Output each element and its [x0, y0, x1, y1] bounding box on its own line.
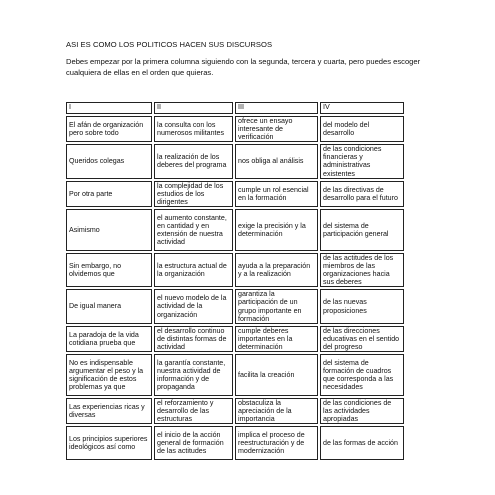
table-cell: ayuda a la preparación y a la realización — [235, 253, 318, 287]
table-cell: Asimismo — [66, 209, 152, 251]
table-cell: el aumento constante, en cantidad y en extensión de nuestra actividad — [154, 209, 233, 251]
table-cell: De igual manera — [66, 289, 152, 323]
table-cell: del sistema de participación general — [320, 209, 404, 251]
table-row — [66, 326, 404, 352]
table-cell: garantiza la participación de un grupo importante en formación — [235, 289, 318, 323]
table-cell: Por otra parte — [66, 181, 152, 207]
table-row — [66, 398, 404, 424]
table-cell: la realización de los deberes del programa — [154, 144, 233, 178]
table-cell: La paradoja de la vida cotidiana prueba que — [66, 326, 152, 352]
table-cell: obstaculiza la apreciación de la importancia — [235, 398, 318, 424]
table-cell: del sistema de formación de cuadros que corresponda a las necesidades — [320, 354, 404, 396]
table-row — [66, 181, 404, 207]
table-row — [66, 253, 404, 287]
table-cell: el nuevo modelo de la actividad de la organización — [154, 289, 233, 323]
table-cell: la garantía constante, nuestra actividad de información y de propaganda — [154, 354, 233, 396]
table-cell: nos obliga al análisis — [235, 144, 318, 178]
table-cell: Sin embargo, no olvidemos que — [66, 253, 152, 287]
table-cell: No es indispensable argumentar el peso y la significación de estos problemas ya que — [66, 354, 152, 396]
table-cell: de las condiciones de las actividades apropiadas — [320, 398, 404, 424]
table-cell: exige la precisión y la determinación — [235, 209, 318, 251]
table-cell: del modelo del desarrollo — [320, 116, 404, 142]
document-intro: Debes empezar por la primera columna siguiendo con la segunda, tercera y cuarta, pero puedes escoger cualquiera de ellas en el orden que quieras. — [66, 57, 421, 77]
table-cell: ofrece un ensayo interesante de verificación — [235, 116, 318, 142]
table-row — [66, 144, 404, 178]
column-header: IV — [320, 102, 404, 114]
table-cell: de las direcciones educativas en el sentido del progreso — [320, 326, 404, 352]
table-row — [66, 289, 404, 323]
table-cell: cumple un rol esencial en la formación — [235, 181, 318, 207]
table-cell: el inicio de la acción general de formación de las actitudes — [154, 426, 233, 460]
speech-table — [64, 100, 406, 462]
table-cell: el reforzamiento y desarrollo de las estructuras — [154, 398, 233, 424]
table-cell: Las experiencias ricas y diversas — [66, 398, 152, 424]
table-cell: facilita la creación — [235, 354, 318, 396]
table-cell: cumple deberes importantes en la determinación — [235, 326, 318, 352]
table-cell: la estructura actual de la organización — [154, 253, 233, 287]
table-cell: de las nuevas proposiciones — [320, 289, 404, 323]
table-cell: implica el proceso de reestructuración y de modernización — [235, 426, 318, 460]
table-cell: de las formas de acción — [320, 426, 404, 460]
column-header: II — [154, 102, 233, 114]
table-cell: de las condiciones financieras y administrativas existentes — [320, 144, 404, 178]
table-cell: la consulta con los numerosos militantes — [154, 116, 233, 142]
table-cell: el desarrollo continuo de distintas formas de actividad — [154, 326, 233, 352]
table-cell: El afán de organización pero sobre todo — [66, 116, 152, 142]
table-row — [66, 354, 404, 396]
table-cell: de las directivas de desarrollo para el futuro — [320, 181, 404, 207]
table-row — [66, 116, 404, 142]
table-row — [66, 209, 404, 251]
table-cell: de las actitudes de los miembros de las organizaciones hacia sus deberes — [320, 253, 404, 287]
table-row — [66, 426, 404, 460]
table-cell: Los principios superiores ideológicos así como — [66, 426, 152, 460]
document-title: ASI ES COMO LOS POLITICOS HACEN SUS DISCURSOS — [66, 40, 273, 49]
column-header: I — [66, 102, 152, 114]
table-cell: Queridos colegas — [66, 144, 152, 178]
column-header: III — [235, 102, 318, 114]
table-cell: la complejidad de los estudios de los dirigentes — [154, 181, 233, 207]
table-header-row — [66, 102, 404, 114]
